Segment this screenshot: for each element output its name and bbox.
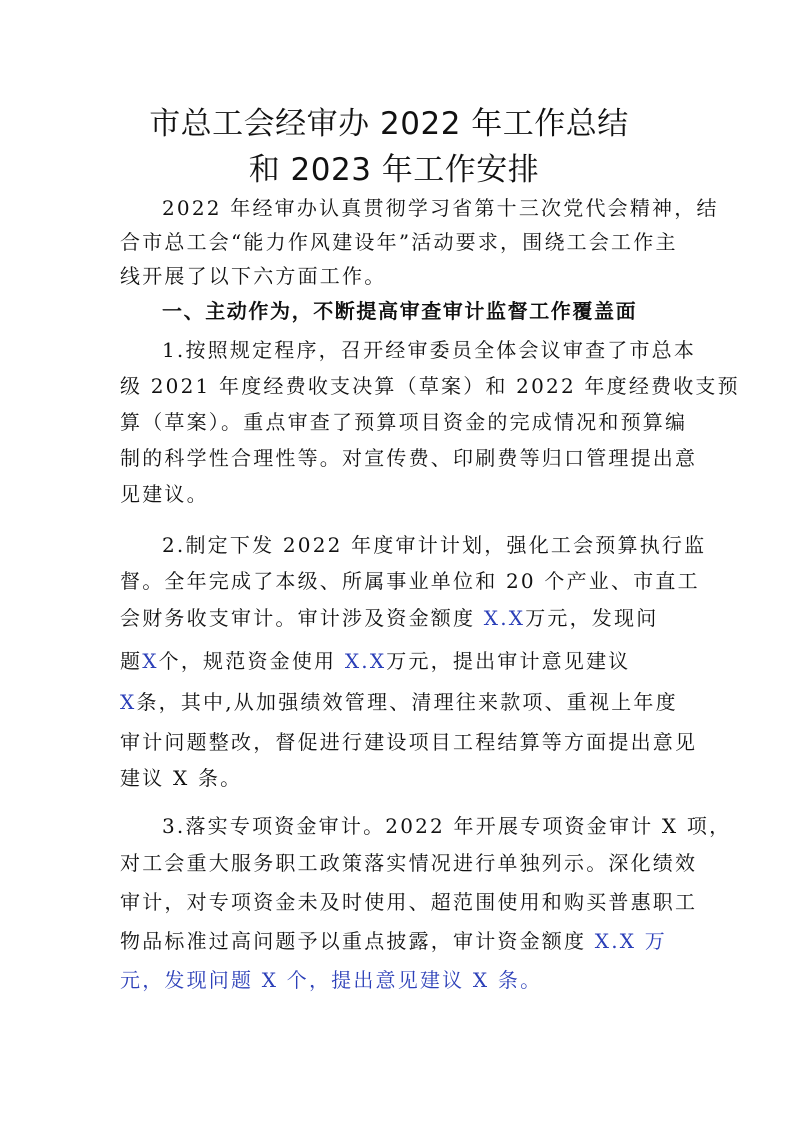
item2-line-5-text: 条，其中,从加强绩效管理、清理往来款项、重视上年度	[136, 690, 678, 714]
item2-line-1: 2.制定下发 2022 年度审计计划，强化工会预算执行监	[162, 533, 707, 557]
item1-line-3: 算（草案）。重点审查了预算项目资金的完成情况和预算编	[120, 410, 688, 434]
item2-line-2: 督。全年完成了本级、所属事业单位和 20 个产业、市直工	[120, 569, 700, 593]
item2-line-4	[120, 649, 680, 673]
item1-line-2: 级 2021 年度经费收支决算（草案）和 2022 年度经费收支预	[120, 374, 740, 398]
document-title-line2: 和 2023 年工作安排	[248, 152, 540, 188]
item3-line-5: 元，发现问题 X 个，提出意见建议 X 条。	[120, 968, 543, 992]
section1-heading: 一、主动作为，不断提高审查审计监督工作覆盖面	[162, 299, 638, 323]
item2-line-3-text: 会财务收支审计。审计涉及资金额度	[120, 606, 484, 630]
item1-line-5: 见建议。	[120, 482, 209, 506]
item3-amount-placeholder: X.X 万	[594, 929, 667, 953]
item2-line-7: 建议 X 条。	[120, 766, 243, 790]
item3-line-1: 3.落实专项资金审计。2022 年开展专项资金审计 X 项，	[162, 814, 732, 838]
item1-line-1: 1.按照规定程序，召开经审委员全体会议审查了市总本	[162, 338, 697, 362]
item2-line-5	[120, 690, 680, 714]
item3-line-2: 对工会重大服务职工政策落实情况进行单独列示。深化绩效	[120, 851, 698, 875]
item1-line-4: 制的科学性合理性等。对宣传费、印刷费等归口管理提出意	[120, 446, 698, 470]
item3-line-4	[120, 929, 680, 953]
intro-line-2: 合市总工会“能力作风建设年”活动要求，围绕工会工作主	[120, 230, 678, 254]
item2-amount-placeholder: X.X	[483, 606, 526, 630]
intro-line-3: 线开展了以下六方面工作。	[120, 264, 387, 288]
document-title-line1: 市总工会经审办 2022 年工作总结	[149, 106, 629, 142]
item2-amount2-placeholder: X.X	[344, 649, 387, 673]
item2-count-placeholder: X	[142, 649, 159, 673]
item2-line-3-tail: 万元，发现问	[525, 606, 659, 630]
item2-line-4-mid: 个，规范资金使用	[158, 649, 345, 673]
item3-line-4-text: 物品标准过高问题予以重点披露，审计资金额度	[120, 929, 595, 953]
item2-line-3	[120, 606, 680, 630]
item2-line-4-text: 题	[120, 649, 143, 673]
intro-line-1: 2022 年经审办认真贯彻学习省第十三次党代会精神，结	[162, 196, 719, 220]
item2-line-4-tail: 万元，提出审计意见建议	[386, 649, 631, 673]
item2-line-6: 审计问题整改，督促进行建设项目工程结算等方面提出意见	[120, 730, 698, 754]
item3-line-3: 审计，对专项资金未及时使用、超范围使用和购买普惠职工	[120, 890, 698, 914]
item2-suggestion-placeholder: X	[120, 690, 137, 714]
